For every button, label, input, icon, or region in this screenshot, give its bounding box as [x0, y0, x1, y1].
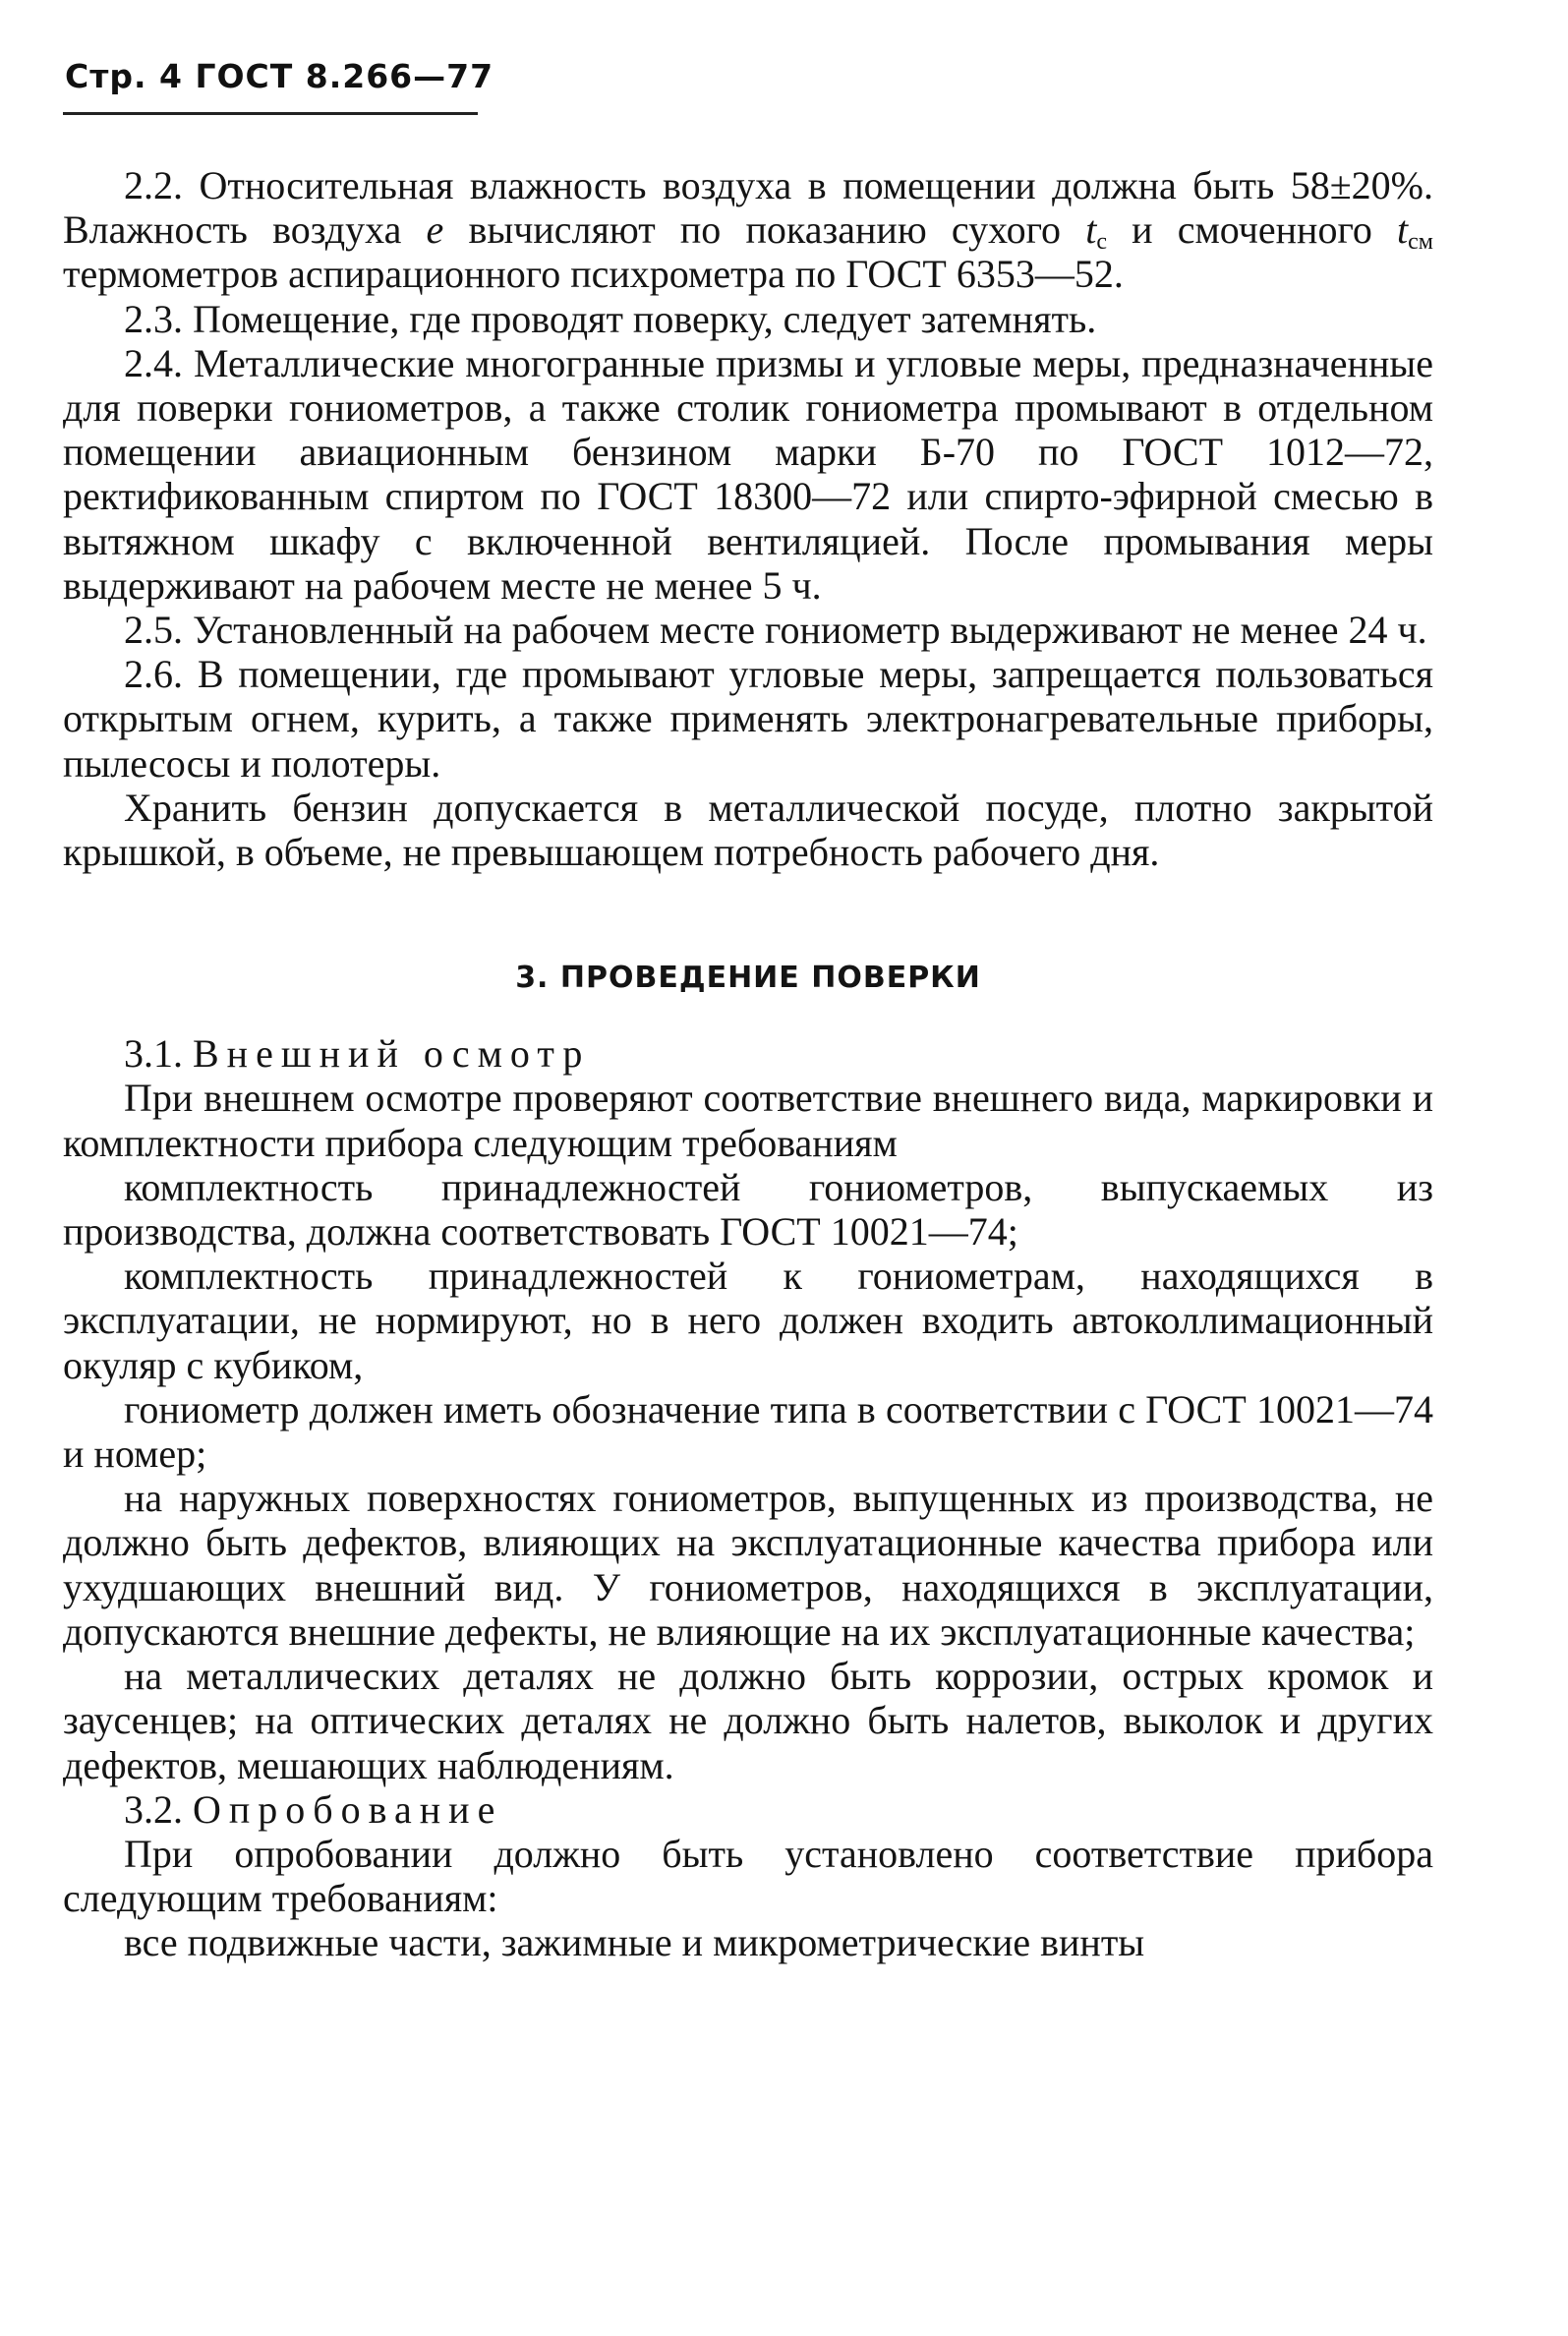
- paragraph-2-4: 2.4. Металлические многогранные призмы и угловые меры, предназначенные для поверки гониометров, а также столик гониометра промывают в отдельном помещении авиационным бензином марки Б-70 по ГОСТ 1012—72, ректификованным спиртом по ГОСТ 18300—72 или спирто-эфирной смесью в вытяжном шкафу с включенной вентиляцией. После промывания меры выдерживают на рабочем месте не менее 5 ч.: [63, 340, 1433, 608]
- document-body: [63, 163, 1433, 1965]
- paragraph-3-2-last: все подвижные части, зажимные и микрометрические винты: [124, 1920, 1145, 1965]
- paragraph-2-2: 2.2. Относительная влажность воздуха в помещении должна быть 58±20%. Влажность воздуха e вычисляют по показанию сухого $t_с$ и смоченного $t_{см}$ термометров аспирационного психрометра по ГОСТ 6353—52.: [63, 163, 1433, 297]
- subsection-3-1-heading: 3.1. Внешний осмотр: [124, 1031, 591, 1077]
- paragraph-2-6: 2.6. В помещении, где промывают угловые меры, запрещается пользоваться открытым огнем, курить, а также применять электронагревательные приборы, пылесосы и полотеры.: [63, 652, 1433, 786]
- paragraph-2-6-storage: Хранить бензин допускается в металлической посуде, плотно закрытой крышкой, в объеме, не превышающем потребность рабочего дня.: [63, 785, 1433, 875]
- requirement-2: комплектность принадлежностей к гониометрам, находящихся в эксплуатации, не нормируют, но в него должен входить автоколлимационный окуляр с кубиком,: [63, 1254, 1433, 1387]
- header-rule: [63, 112, 478, 115]
- requirement-5: на металлических деталях не должно быть коррозии, острых кромок и заусенцев; на оптических деталях не должно быть налетов, выколок и других дефектов, мешающих наблюдениям.: [63, 1654, 1433, 1787]
- paragraph-2-3: 2.3. Помещение, где проводят поверку, следует затемнять.: [124, 296, 1097, 341]
- section-3-title: 3. ПРОВЕДЕНИЕ ПОВЕРКИ: [515, 961, 981, 996]
- paragraph-2-5: 2.5. Установленный на рабочем месте гониометр выдерживают не менее 24 ч.: [124, 608, 1427, 653]
- page-header: Стр. 4 ГОСТ 8.266—77: [65, 57, 494, 95]
- requirement-1: комплектность принадлежностей гониометров, выпускаемых из производства, должна соответствовать ГОСТ 10021—74;: [63, 1164, 1433, 1255]
- requirement-4: на наружных поверхностях гониометров, выпущенных из производства, не должно быть дефектов, влияющих на эксплуатационные качества прибора или ухудшающих внешний вид. У гониометров, находящихся в эксплуатации, допускаются внешние дефекты, не влияющие на их эксплуатационные качества;: [63, 1476, 1433, 1654]
- requirement-3: гониометр должен иметь обозначение типа в соответствии с ГОСТ 10021—74 и номер;: [63, 1386, 1433, 1477]
- paragraph-3-1-intro: При внешнем осмотре проверяют соответствие внешнего вида, маркировки и комплектности прибора следующим требованиям: [63, 1076, 1433, 1165]
- subsection-3-2-heading: 3.2. Опробование: [124, 1786, 503, 1832]
- paragraph-3-2-intro: При опробовании должно быть установлено соответствие прибора следующим требованиям:: [63, 1831, 1433, 1921]
